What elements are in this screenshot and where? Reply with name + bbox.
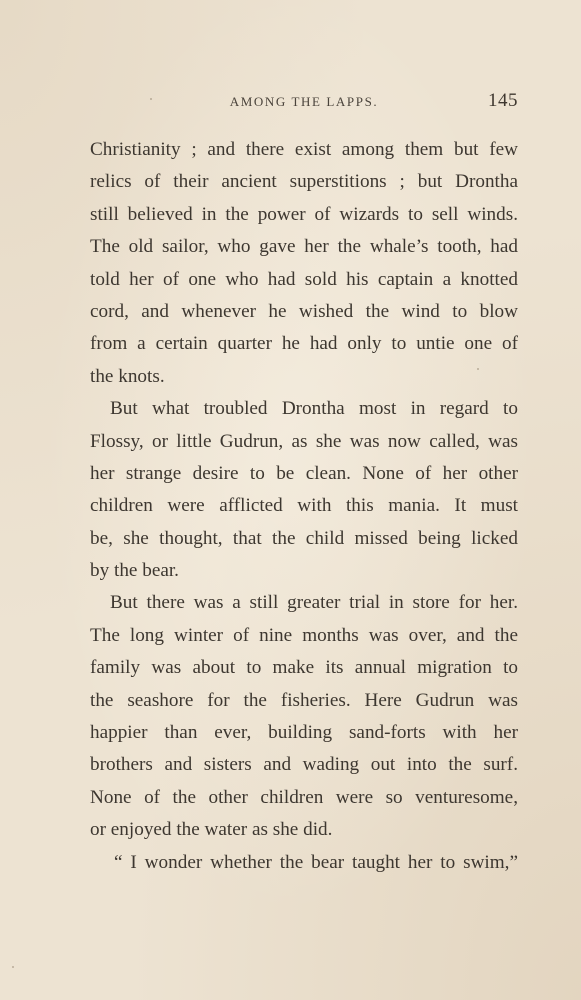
text-line: told her of one who had sold his captain a knotted (90, 268, 518, 290)
paper-speck (477, 368, 479, 370)
paragraph (90, 134, 518, 393)
paragraph (90, 393, 518, 587)
text-line: children were afflicted with this mania. It must (90, 495, 518, 517)
body-text (90, 134, 518, 879)
text-line: None of the other children were so venturesome, (90, 786, 518, 808)
text-line: from a certain quarter he had only to untie one of (90, 333, 518, 355)
text-line: be, she thought, that the child missed being licked (90, 527, 518, 549)
text-line: Christianity ; and there exist among them but few (90, 139, 518, 160)
text-line: still believed in the power of wizards to sell winds. (90, 203, 518, 225)
paragraph (90, 847, 518, 879)
paper-speck (150, 98, 152, 100)
text-line: family was about to make its annual migration to (90, 657, 518, 679)
text-line: But what troubled Drontha most in regard to (110, 398, 518, 420)
text-line: brothers and sisters and wading out into the surf. (90, 754, 518, 776)
page-number: 145 (488, 90, 518, 111)
running-head (90, 92, 518, 116)
text-line: her strange desire to be clean. None of her other (90, 462, 518, 484)
text-line: the seashore for the fisheries. Here Gudrun was (90, 689, 518, 711)
text-line: Flossy, or little Gudrun, as she was now called, was (90, 430, 518, 452)
paragraph (90, 587, 518, 846)
text-line: “ I wonder whether the bear taught her to swim,” (114, 851, 518, 873)
text-line: happier than ever, building sand-forts with her (90, 722, 518, 744)
text-line: cord, and whenever he wished the wind to blow (90, 300, 518, 322)
text-line: The long winter of nine months was over, and the (90, 624, 518, 646)
text-line: by the bear. (90, 560, 179, 582)
text-line: relics of their ancient superstitions ; but Drontha (90, 171, 518, 193)
paper-speck (12, 966, 14, 968)
text-line: or enjoyed the water as she did. (90, 819, 333, 841)
text-line: But there was a still greater trial in store for her. (110, 592, 518, 614)
text-line: the knots. (90, 365, 165, 387)
text-line: The old sailor, who gave her the whale’s tooth, had (90, 236, 518, 258)
running-title: AMONG THE LAPPS. (229, 94, 379, 109)
